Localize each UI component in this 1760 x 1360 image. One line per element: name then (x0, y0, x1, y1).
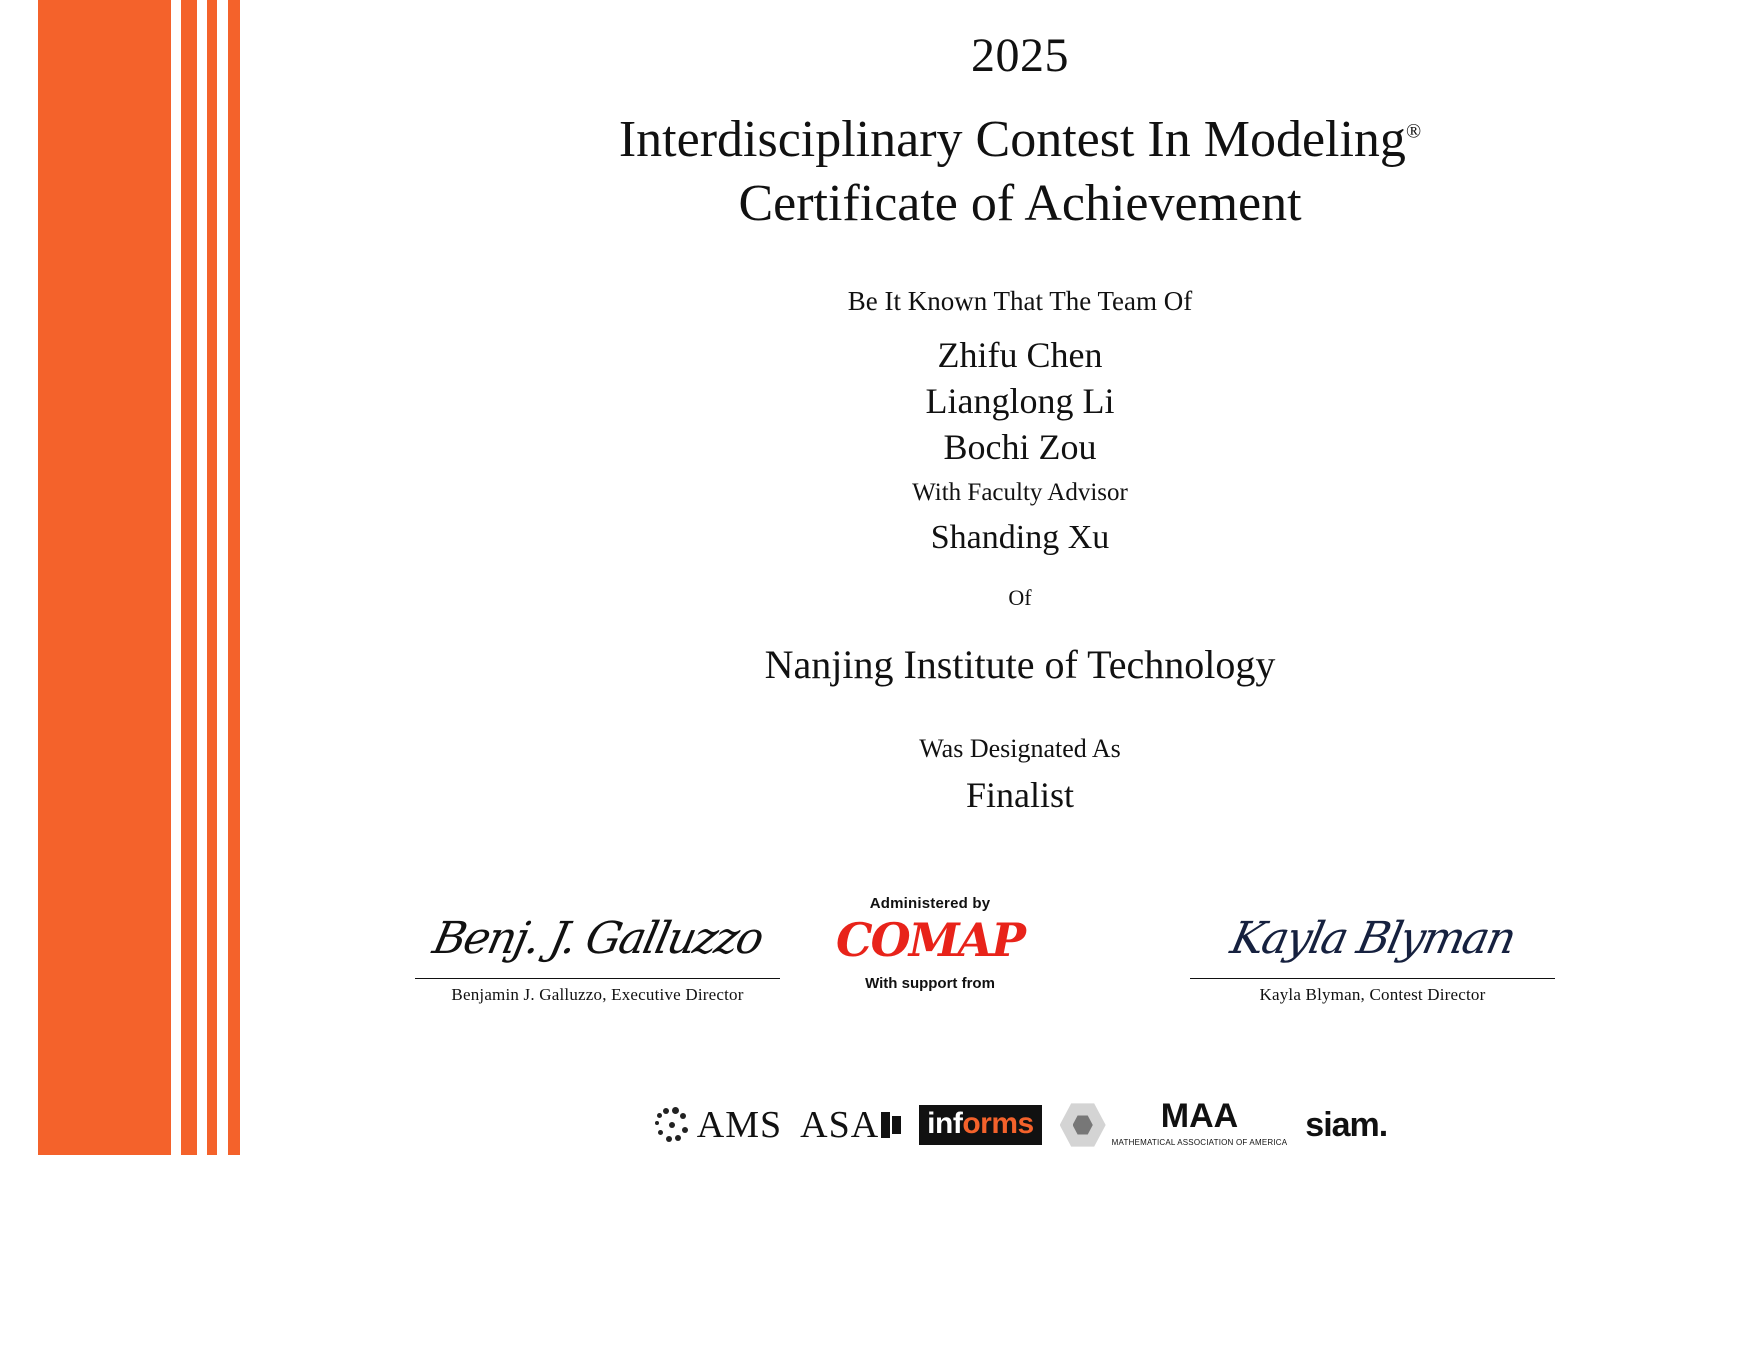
administration-block (730, 895, 1130, 992)
institution-name: Nanjing Institute of Technology (764, 642, 1276, 688)
sponsor-siam-logo (1305, 1098, 1387, 1152)
decorative-bar-thin-1 (207, 0, 217, 1155)
asa-label: ASA (800, 1104, 880, 1146)
maa-hexagon-icon (1060, 1102, 1106, 1148)
siam-label: siam (1305, 1105, 1379, 1144)
informs-label-part2: orms (962, 1107, 1034, 1140)
signature-block-right (1200, 900, 1545, 1005)
signature-mark-contest-director: Kayla Blyman (1226, 913, 1519, 964)
support-from-label: With support from (865, 974, 995, 992)
certificate-body (280, 0, 1760, 1360)
advisor-name: Shanding Xu (930, 518, 1110, 556)
ams-label: AMS (696, 1104, 783, 1146)
asa-bar-icon (881, 1112, 890, 1138)
maa-sublabel: MATHEMATICAL ASSOCIATION OF AMERICA (1111, 1138, 1288, 1148)
designation-label: Was Designated As (919, 734, 1121, 764)
informs-label (919, 1105, 1042, 1145)
signature-rule-left (415, 978, 780, 979)
decorative-bar-wide (38, 0, 171, 1155)
contest-title-text: Interdisciplinary Contest In Modeling (618, 110, 1406, 168)
registered-trademark-icon: ® (1405, 120, 1422, 143)
comap-logo: COMAP (836, 913, 1024, 967)
ams-dots-icon (653, 1105, 693, 1145)
advisor-label: With Faculty Advisor (912, 478, 1128, 506)
sponsor-logo-row (520, 1090, 1520, 1160)
siam-dot-icon: . (1378, 1105, 1388, 1144)
decorative-bar-medium (181, 0, 197, 1155)
team-member: Zhifu Chen (937, 334, 1103, 375)
signature-block-left (425, 900, 770, 1005)
signature-rule-right (1190, 978, 1555, 979)
sponsor-ams-logo (653, 1098, 782, 1152)
maa-text-group (1111, 1096, 1288, 1150)
certificate-subtitle: Certificate of Achievement (738, 175, 1302, 233)
contest-title (280, 111, 1760, 169)
decorative-bar-thin-2 (228, 0, 240, 1155)
lead-in-text: Be It Known That The Team Of (847, 286, 1193, 317)
decorative-bar-group (0, 0, 280, 1155)
signature-caption-left: Benjamin J. Galluzzo, Executive Director (451, 985, 744, 1004)
signature-caption-right: Kayla Blyman, Contest Director (1259, 985, 1486, 1004)
informs-label-part1: inf (927, 1107, 963, 1140)
sponsor-informs-logo (919, 1098, 1042, 1152)
maa-label: MAA (1160, 1096, 1239, 1135)
team-member: Bochi Zou (943, 426, 1097, 467)
team-member: Lianglong Li (925, 380, 1115, 421)
asa-bar-icon-2 (892, 1116, 901, 1134)
sponsor-maa-logo (1060, 1098, 1288, 1152)
signature-mark-executive-director: Benj. J. Galluzzo (428, 913, 767, 964)
of-label: Of (1008, 584, 1032, 610)
administered-by-label: Administered by (869, 895, 991, 912)
certificate-year: 2025 (971, 29, 1069, 82)
team-member-list (280, 332, 1760, 470)
sponsor-asa-logo (800, 1098, 901, 1152)
award-level: Finalist (965, 775, 1075, 816)
